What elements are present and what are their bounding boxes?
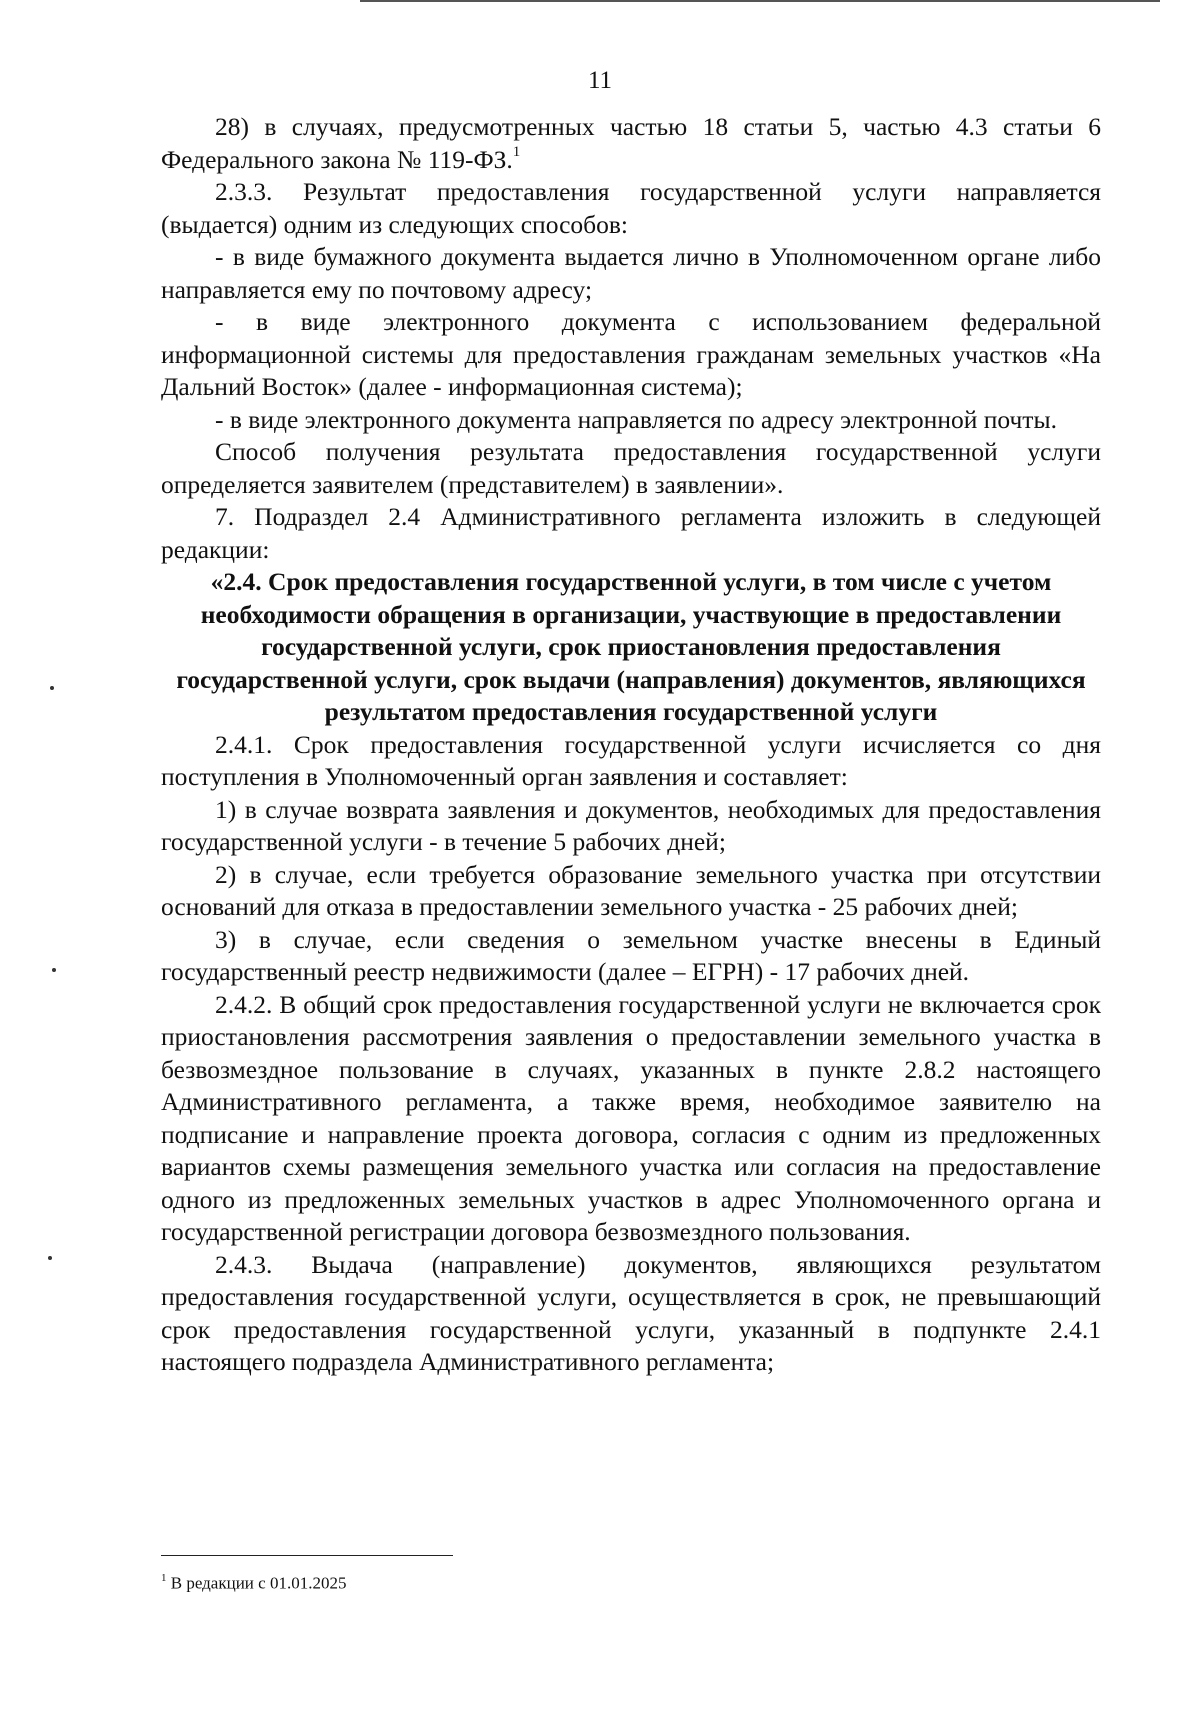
list-item-information-system: - в виде электронного документа с использованием федеральной информационной системы для предоставления гражданам земельных участков «На Дальний Восток» (далее - информационная система); (161, 307, 1101, 401)
section-heading-2-4: «2.4. Срок предоставления государственной услуги, в том числе с учетом необходимости обращения в организации, участвующие в предоставлении государственной услуги, срок приостановления предоставления государственной услуги, срок выдачи (направления) документов, являющихся результатом предоставления государственной услуги (176, 567, 1086, 726)
list-item-email: - в виде электронного документа направляется по адресу электронной почты. (215, 404, 1057, 434)
paragraph-2-3-3: 2.3.3. Результат предоставления государственной услуги направляется (выдается) одним из следующих способов: (161, 177, 1101, 239)
page-number: 11 (587, 67, 613, 94)
footnote-separator (161, 1555, 453, 1556)
list-item-3: 3) в случае, если сведения о земельном участке внесены в Единый государственный реестр недвижимости (далее – ЕГРН) - 17 рабочих дней. (161, 924, 1101, 986)
footnote-text: В редакции с 01.01.2025 (170, 1573, 347, 1593)
list-item-2: 2) в случае, если требуется образование земельного участка при отсутствии оснований для отказа в предоставлении земельного участка - 25 рабочих дней; (161, 859, 1101, 921)
paragraph-item-28 (161, 111, 1101, 176)
footnote (161, 1568, 346, 1595)
paragraph-result-method: Способ получения результата предоставления государственной услуги определяется заявителем (представителем) в заявлении». (161, 437, 1101, 499)
top-edge-line (360, 0, 1160, 2)
document-body (161, 111, 1101, 1379)
paragraph-2-4-2: 2.4.2. В общий срок предоставления государственной услуги не включается срок приостановления рассмотрения заявления о предоставлении земельного участка в безвозмездное пользование в случаях, указанных в пункте 2.8.2 настоящего Административного регламента, а также время, необходимое заявителю на подписание и направление проекта договора, согласия с одним из предложенных вариантов схемы размещения земельного участка или согласия на предоставление одного из предложенных земельных участков в адрес Уполномоченного органа и государственной регистрации договора безвозмездного пользования. (161, 989, 1101, 1246)
paragraph-text: 28) в случаях, предусмотренных частью 18 статьи 5, частью 4.3 статьи 6 Федерального закона № 119-ФЗ. (161, 112, 1101, 174)
list-item-1: 1) в случае возврата заявления и документов, необходимых для предоставления государственной услуги - в течение 5 рабочих дней; (161, 794, 1101, 856)
footnote-marker: 1 (161, 1572, 167, 1584)
paragraph-2-4-1: 2.4.1. Срок предоставления государственной услуги исчисляется со дня поступления в Уполномоченный орган заявления и составляет: (161, 729, 1101, 791)
paragraph-2-4-3: 2.4.3. Выдача (направление) документов, являющихся результатом предоставления государственной услуги, осуществляется в срок, не превышающий срок предоставления государственной услуги, указанный в подпункте 2.4.1 настоящего подраздела Административного регламента; (161, 1249, 1101, 1376)
list-item-paper-document: - в виде бумажного документа выдается лично в Уполномоченном органе либо направляется ему по почтовому адресу; (161, 242, 1101, 304)
scan-speck (52, 968, 56, 972)
scan-speck (48, 1256, 52, 1260)
scan-speck (50, 686, 54, 690)
paragraph-amendment-7: 7. Подраздел 2.4 Административного регламента изложить в следующей редакции: (161, 502, 1101, 564)
footnote-ref-marker[interactable]: 1 (512, 144, 521, 160)
